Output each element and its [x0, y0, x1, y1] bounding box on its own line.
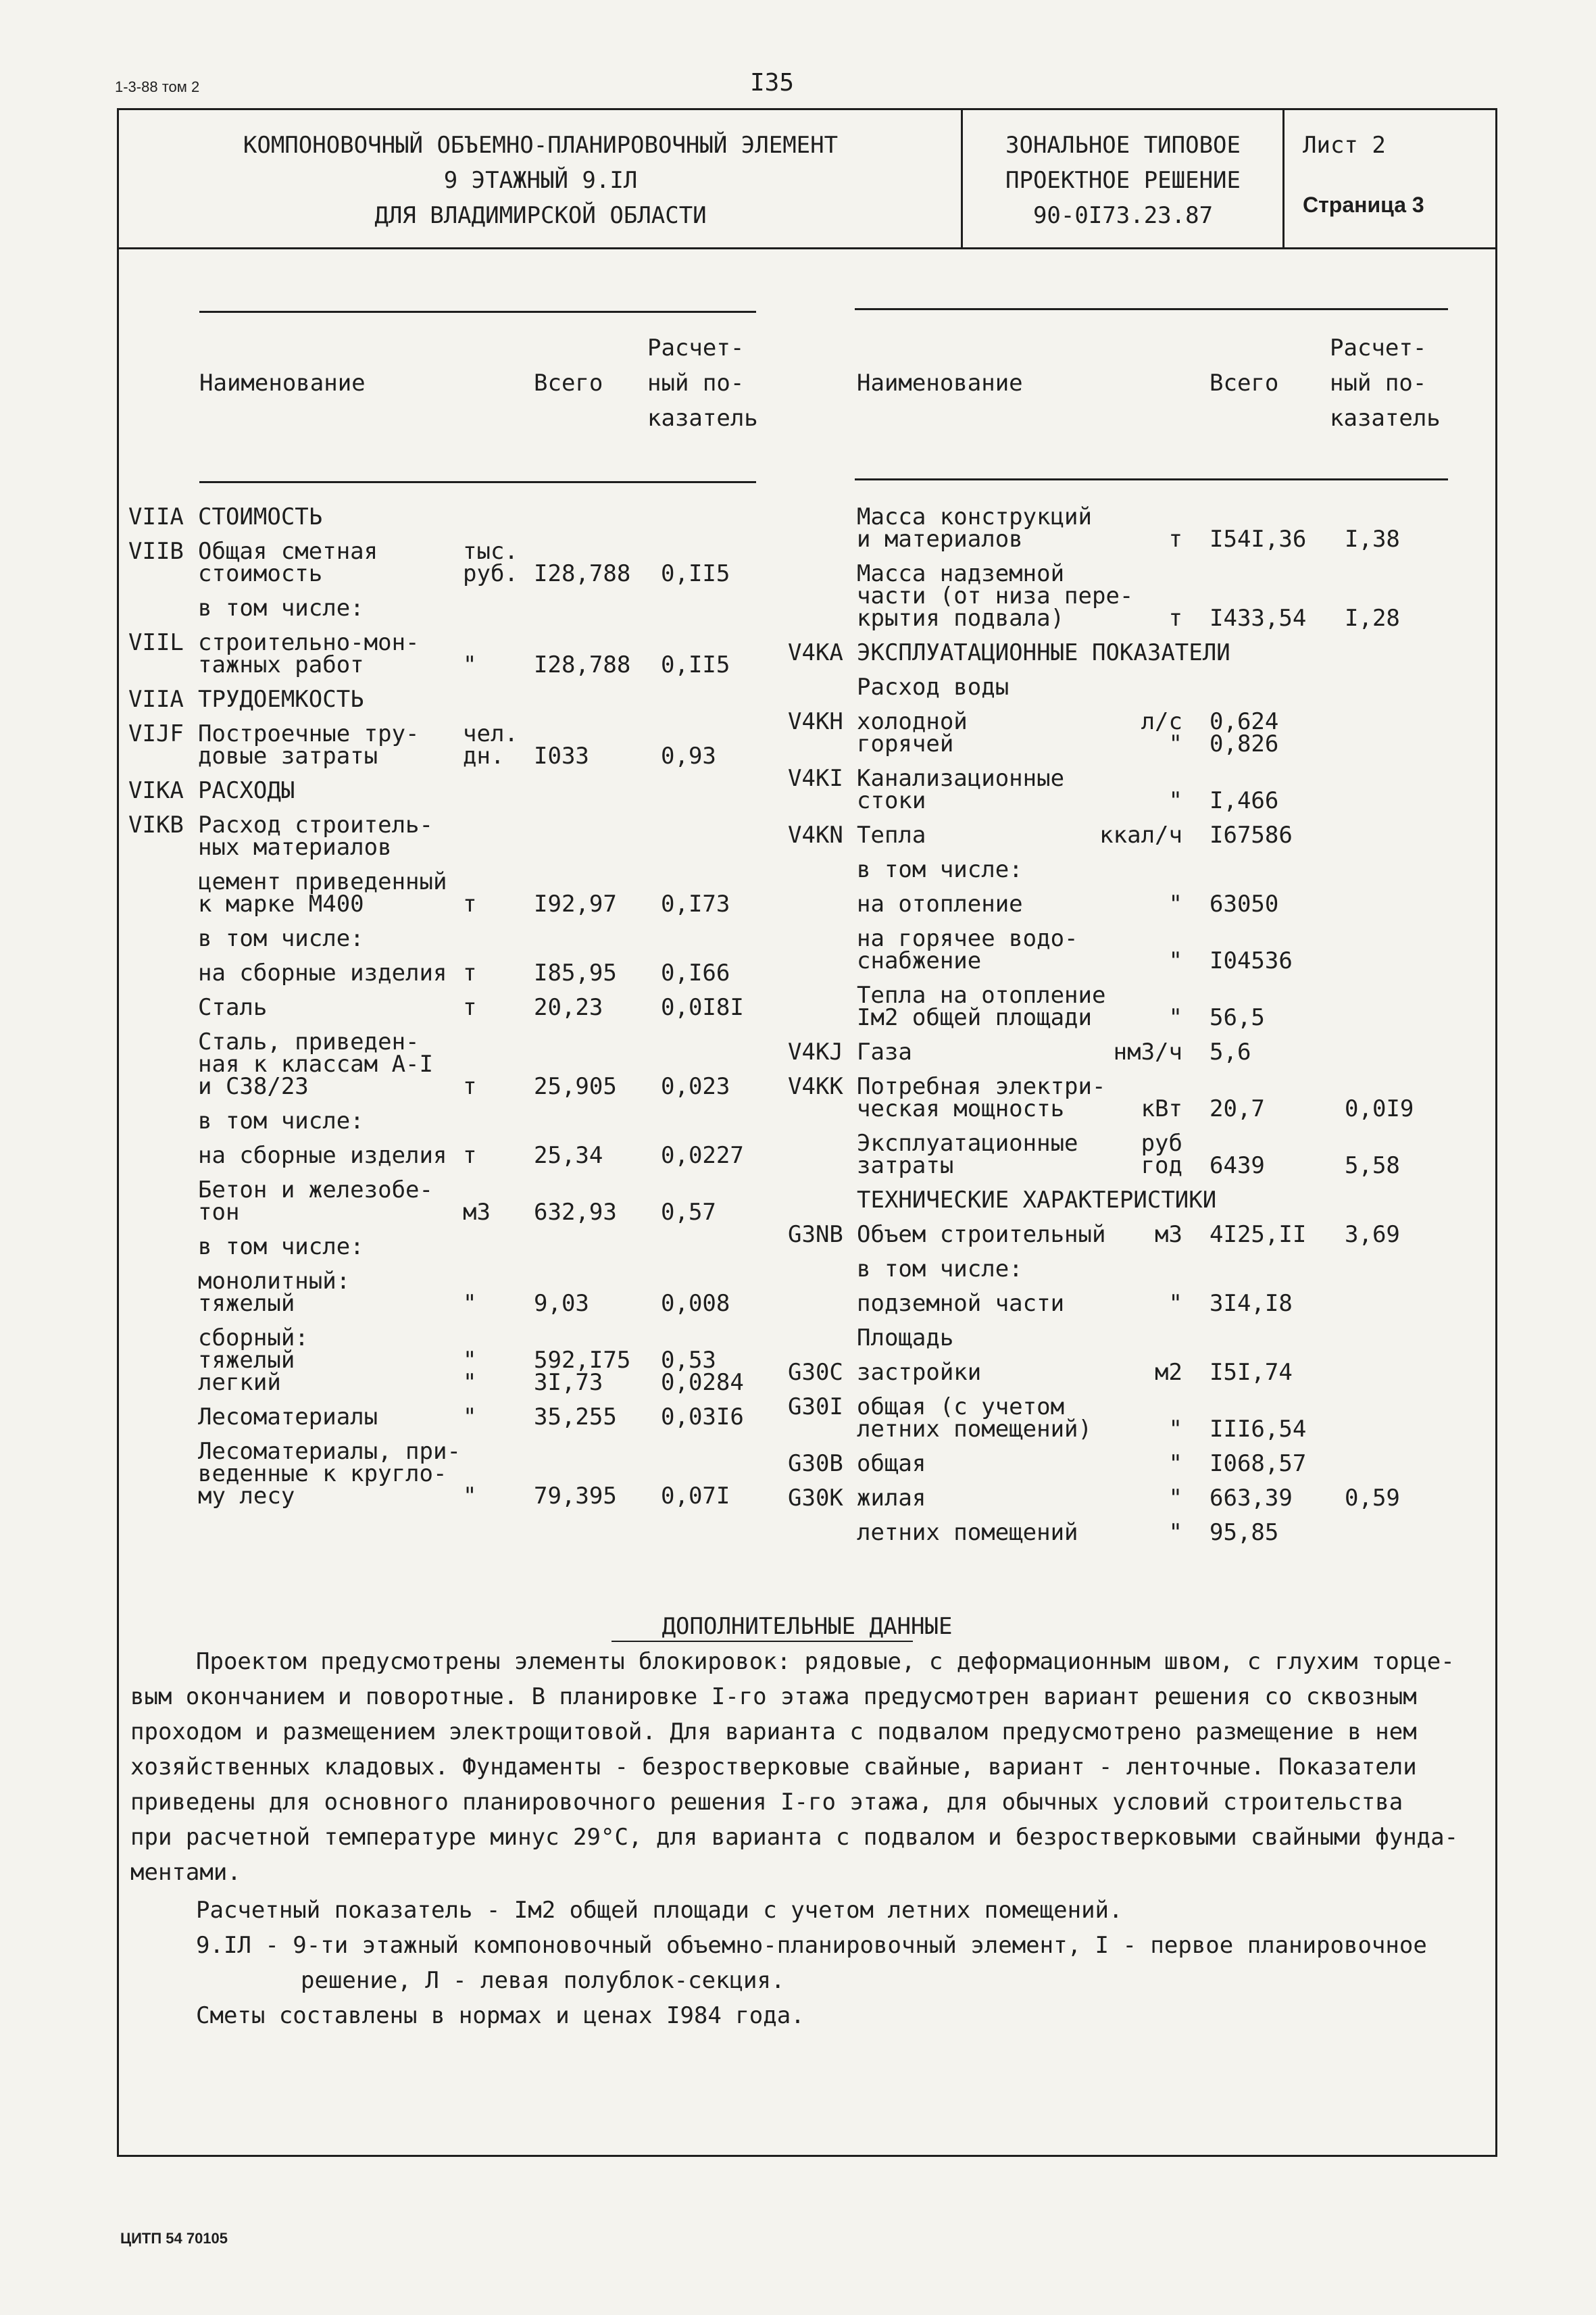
- row-unit: л/с: [1141, 708, 1182, 735]
- row-name: РАСХОДЫ: [198, 777, 295, 804]
- row-unit: м3: [1155, 1221, 1182, 1248]
- row-name: к марке М400: [198, 891, 364, 918]
- row-name: Общая сметная: [198, 538, 378, 565]
- row-name: Лесоматериалы, при-: [198, 1438, 461, 1465]
- project-code-block: ЗОНАЛЬНОЕ ТИПОВОЕ ПРОЕКТНОЕ РЕШЕНИЕ 90-0I73.23.87: [1005, 132, 1241, 229]
- row-name: Газа: [857, 1039, 912, 1066]
- row-name: Расход строитель-: [198, 812, 433, 839]
- row-total: 592,I75: [534, 1347, 631, 1374]
- row-calc: 0,008: [661, 1290, 730, 1317]
- row-name: в том числе:: [857, 856, 1023, 883]
- row-name: тяжелый: [198, 1290, 295, 1317]
- row-calc: 0,53: [661, 1347, 716, 1374]
- row-name: Объем строительный: [857, 1221, 1106, 1248]
- row-name: Сталь: [198, 994, 268, 1021]
- row-name: в том числе:: [198, 1107, 364, 1135]
- header-separator-2: [1282, 108, 1285, 249]
- row-total: 25,905: [534, 1073, 617, 1100]
- row-unit: ": [1168, 787, 1182, 814]
- row-name: ТРУДОЕМКОСТЬ: [198, 686, 364, 713]
- additional-heading: ДОПОЛНИТЕЛЬНЫЕ ДАННЫЕ: [662, 1613, 953, 1640]
- row-name: тяжелый: [198, 1347, 295, 1374]
- row-name: на сборные изделия: [198, 960, 447, 987]
- heading-underline: [612, 1641, 913, 1642]
- row-name: ческая мощность: [857, 1095, 1065, 1122]
- row-name: строительно-мон-: [198, 629, 420, 656]
- left-header-total: Всего: [534, 370, 603, 397]
- row-total: I85,95: [534, 960, 617, 987]
- row-total: I92,97: [534, 891, 617, 918]
- row-total: I28,788: [534, 560, 631, 587]
- additional-paragraph-4: Сметы составлены в нормах и ценах I984 года.: [196, 2002, 805, 2029]
- row-name: на сборные изделия: [198, 1142, 447, 1169]
- row-name: Масса конструкций: [857, 503, 1092, 530]
- row-name: веденные к кругло-: [198, 1460, 447, 1487]
- row-name: Сталь, приведен-: [198, 1028, 420, 1055]
- row-unit: ккал/ч: [1099, 822, 1182, 849]
- row-name: СТОИМОСТЬ: [198, 503, 323, 530]
- row-total: III6,54: [1210, 1416, 1307, 1443]
- row-calc: 0,023: [661, 1073, 730, 1100]
- row-name: Построечные тру-: [198, 720, 420, 747]
- left-header-calc-2: ный по-: [647, 370, 745, 397]
- row-total: 35,255: [534, 1403, 617, 1430]
- row-code: G30K: [788, 1485, 843, 1512]
- row-name: ных материалов: [198, 834, 392, 861]
- row-name: горячей: [857, 730, 954, 757]
- row-name: и материалов: [857, 526, 1023, 553]
- row-code: G30B: [788, 1450, 843, 1477]
- row-unit: ": [1168, 730, 1182, 757]
- row-total: 9,03: [534, 1290, 589, 1317]
- row-unit: ": [463, 1483, 477, 1510]
- row-unit: руб.: [463, 560, 518, 587]
- row-calc: 0,07I: [661, 1483, 730, 1510]
- row-unit: ": [463, 1369, 477, 1396]
- row-calc: I,28: [1345, 605, 1400, 632]
- row-name: затраты: [857, 1152, 954, 1179]
- row-calc: 5,58: [1345, 1152, 1400, 1179]
- row-calc: 0,II5: [661, 560, 730, 587]
- right-header-calc-1: Расчет-: [1330, 334, 1427, 362]
- row-unit: ": [1168, 891, 1182, 918]
- row-unit: ": [1168, 1416, 1182, 1443]
- row-name: жилая: [857, 1485, 926, 1512]
- row-name: цемент приведенный: [198, 868, 447, 895]
- row-name: Iм2 общей площади: [857, 1004, 1092, 1031]
- additional-paragraph-2: Расчетный показатель - Iм2 общей площади с учетом летних помещений.: [196, 1897, 1123, 1924]
- row-total: 0,826: [1210, 730, 1279, 757]
- additional-paragraph-3-line-2: решение, Л - левая полублок-секция.: [301, 1967, 785, 1994]
- row-name: Эксплуатационные: [857, 1130, 1078, 1157]
- row-unit: руб: [1141, 1130, 1182, 1157]
- row-total: I5I,74: [1210, 1359, 1293, 1386]
- row-code: V4KA: [788, 639, 843, 666]
- row-name: Бетон и железобе-: [198, 1176, 433, 1203]
- row-unit: т: [463, 960, 477, 987]
- row-total: 20,7: [1210, 1095, 1265, 1122]
- row-code: VIIL: [128, 629, 184, 656]
- row-name: ная к классам А-I: [198, 1051, 433, 1078]
- row-unit: ": [1168, 947, 1182, 974]
- row-name: тажных работ: [198, 651, 364, 678]
- row-total: I04536: [1210, 947, 1293, 974]
- row-code: VIKB: [128, 812, 184, 839]
- row-calc: 0,0227: [661, 1142, 744, 1169]
- right-header-calc-2: ный по-: [1330, 370, 1427, 397]
- row-unit: т: [463, 891, 477, 918]
- row-total: I28,788: [534, 651, 631, 678]
- right-header-name: Наименование: [857, 370, 1023, 397]
- row-unit: ": [1168, 1004, 1182, 1031]
- row-code: G30I: [788, 1393, 843, 1420]
- row-unit: ": [1168, 1450, 1182, 1477]
- row-name: общая (с учетом: [857, 1393, 1065, 1420]
- row-name: подземной части: [857, 1290, 1065, 1317]
- row-unit: т: [463, 1073, 477, 1100]
- row-total: 25,34: [534, 1142, 603, 1169]
- row-name: ЭКСПЛУАТАЦИОННЫЕ ПОКАЗАТЕЛИ: [857, 639, 1230, 666]
- row-name: общая: [857, 1450, 926, 1477]
- row-unit: ": [463, 1403, 477, 1430]
- header-divider: [117, 247, 1497, 249]
- row-calc: 0,93: [661, 743, 716, 770]
- right-header-total: Всего: [1210, 370, 1279, 397]
- row-code: V4KH: [788, 708, 843, 735]
- row-calc: 0,57: [661, 1199, 716, 1226]
- row-name: стоимость: [198, 560, 323, 587]
- row-name: крытия подвала): [857, 605, 1065, 632]
- row-code: VIIA: [128, 686, 184, 713]
- row-total: 4I25,II: [1210, 1221, 1307, 1248]
- row-total: I068,57: [1210, 1450, 1307, 1477]
- row-total: 6439: [1210, 1152, 1265, 1179]
- row-unit: чел.: [463, 720, 518, 747]
- row-name: Тепла на отопление: [857, 982, 1106, 1009]
- row-code: VIJF: [128, 720, 184, 747]
- row-name: в том числе:: [857, 1255, 1023, 1283]
- left-header-name: Наименование: [199, 370, 366, 397]
- row-name: застройки: [857, 1359, 982, 1386]
- row-name: на горячее водо-: [857, 925, 1078, 952]
- row-name: в том числе:: [198, 1233, 364, 1260]
- row-calc: 0,0I8I: [661, 994, 744, 1021]
- row-unit: м3: [463, 1199, 491, 1226]
- row-total: 632,93: [534, 1199, 617, 1226]
- row-code: VIIA: [128, 503, 184, 530]
- left-header-calc-1: Расчет-: [647, 334, 745, 362]
- row-total: I54I,36: [1210, 526, 1307, 553]
- row-name: летних помещений: [857, 1519, 1078, 1546]
- row-total: I,466: [1210, 787, 1279, 814]
- row-name: ТЕХНИЧЕСКИЕ ХАРАКТЕРИСТИКИ: [857, 1187, 1217, 1214]
- row-total: I033: [534, 743, 589, 770]
- row-unit: ": [1168, 1519, 1182, 1546]
- row-code: G3NB: [788, 1221, 843, 1248]
- row-total: 3I,73: [534, 1369, 603, 1396]
- row-unit: м2: [1155, 1359, 1182, 1386]
- row-name: Лесоматериалы: [198, 1403, 378, 1430]
- sheet-number: Лист 2: [1303, 132, 1386, 159]
- row-name: Потребная электри-: [857, 1073, 1106, 1100]
- row-name: летних помещений): [857, 1416, 1092, 1443]
- row-total: 79,395: [534, 1483, 617, 1510]
- row-unit: нм3/ч: [1113, 1039, 1182, 1066]
- row-unit: ": [463, 1290, 477, 1317]
- row-calc: 0,0I9: [1345, 1095, 1414, 1122]
- row-name: и С38/23: [198, 1073, 309, 1100]
- row-unit: т: [1168, 605, 1182, 632]
- footer-stamp: ЦИТП 54 70105: [120, 2230, 228, 2247]
- row-unit: тыс.: [463, 538, 518, 565]
- row-name: довые затраты: [198, 743, 378, 770]
- right-header-calc-3: казатель: [1330, 405, 1441, 432]
- right-table-header-rule: [855, 478, 1448, 480]
- row-total: 95,85: [1210, 1519, 1279, 1546]
- left-table-header-rule: [199, 481, 756, 483]
- left-table-top-rule: [199, 311, 756, 313]
- row-name: снабжение: [857, 947, 982, 974]
- row-name: Тепла: [857, 822, 926, 849]
- row-unit: год: [1141, 1152, 1182, 1179]
- row-total: I67586: [1210, 822, 1293, 849]
- row-name: му лесу: [198, 1483, 295, 1510]
- row-name: в том числе:: [198, 925, 364, 952]
- row-calc: 0,03I6: [661, 1403, 744, 1430]
- row-name: холодной: [857, 708, 968, 735]
- row-name: легкий: [198, 1369, 281, 1396]
- row-name: Масса надземной: [857, 560, 1065, 587]
- row-name: монолитный:: [198, 1268, 351, 1295]
- row-unit: т: [463, 1142, 477, 1169]
- row-unit: дн.: [463, 743, 505, 770]
- row-name: сборный:: [198, 1324, 309, 1351]
- row-unit: т: [1168, 526, 1182, 553]
- row-calc: 3,69: [1345, 1221, 1400, 1248]
- page-number: I35: [750, 69, 795, 97]
- row-calc: 0,II5: [661, 651, 730, 678]
- row-unit: ": [463, 1347, 477, 1374]
- row-name: части (от низа пере-: [857, 582, 1134, 609]
- row-name: тон: [198, 1199, 240, 1226]
- row-total: 20,23: [534, 994, 603, 1021]
- row-total: 0,624: [1210, 708, 1279, 735]
- row-unit: т: [463, 994, 477, 1021]
- row-name: стоки: [857, 787, 926, 814]
- row-unit: ": [1168, 1485, 1182, 1512]
- row-code: VIKA: [128, 777, 184, 804]
- row-total: 56,5: [1210, 1004, 1265, 1031]
- row-name: Расход воды: [857, 674, 1009, 701]
- row-total: 3I4,I8: [1210, 1290, 1293, 1317]
- row-unit: ": [463, 651, 477, 678]
- row-name: Площадь: [857, 1324, 954, 1351]
- left-header-calc-3: казатель: [647, 405, 758, 432]
- row-name: в том числе:: [198, 595, 364, 622]
- row-name: на отопление: [857, 891, 1023, 918]
- header-title: КОМПОНОВОЧНЫЙ ОБЪЕМНО-ПЛАНИРОВОЧНЫЙ ЭЛЕМЕНТ 9 ЭТАЖНЫЙ 9.IЛ ДЛЯ ВЛАДИМИРСКОЙ ОБЛАСТИ: [243, 132, 839, 229]
- row-total: 5,6: [1210, 1039, 1251, 1066]
- document-reference: 1-3-88 том 2: [115, 78, 200, 95]
- row-code: G30C: [788, 1359, 843, 1386]
- row-code: V4KK: [788, 1073, 843, 1100]
- row-calc: I,38: [1345, 526, 1400, 553]
- row-total: I433,54: [1210, 605, 1307, 632]
- header-separator-1: [961, 108, 963, 249]
- additional-paragraph-3-line-1: 9.IЛ - 9-ти этажный компоновочный объемно-планировочный элемент, I - первое планировочное: [196, 1932, 1427, 1959]
- row-code: V4KN: [788, 822, 843, 849]
- row-calc: 0,59: [1345, 1485, 1400, 1512]
- row-name: Канализационные: [857, 765, 1065, 792]
- row-unit: ": [1168, 1290, 1182, 1317]
- row-total: 663,39: [1210, 1485, 1293, 1512]
- row-code: V4KI: [788, 765, 843, 792]
- row-unit: кВт: [1141, 1095, 1182, 1122]
- right-table-top-rule: [855, 308, 1448, 310]
- row-calc: 0,I66: [661, 960, 730, 987]
- row-code: VIIB: [128, 538, 184, 565]
- row-code: V4KJ: [788, 1039, 843, 1066]
- row-calc: 0,I73: [661, 891, 730, 918]
- row-total: 63050: [1210, 891, 1279, 918]
- page-label: Страница 3: [1303, 193, 1424, 217]
- row-calc: 0,0284: [661, 1369, 744, 1396]
